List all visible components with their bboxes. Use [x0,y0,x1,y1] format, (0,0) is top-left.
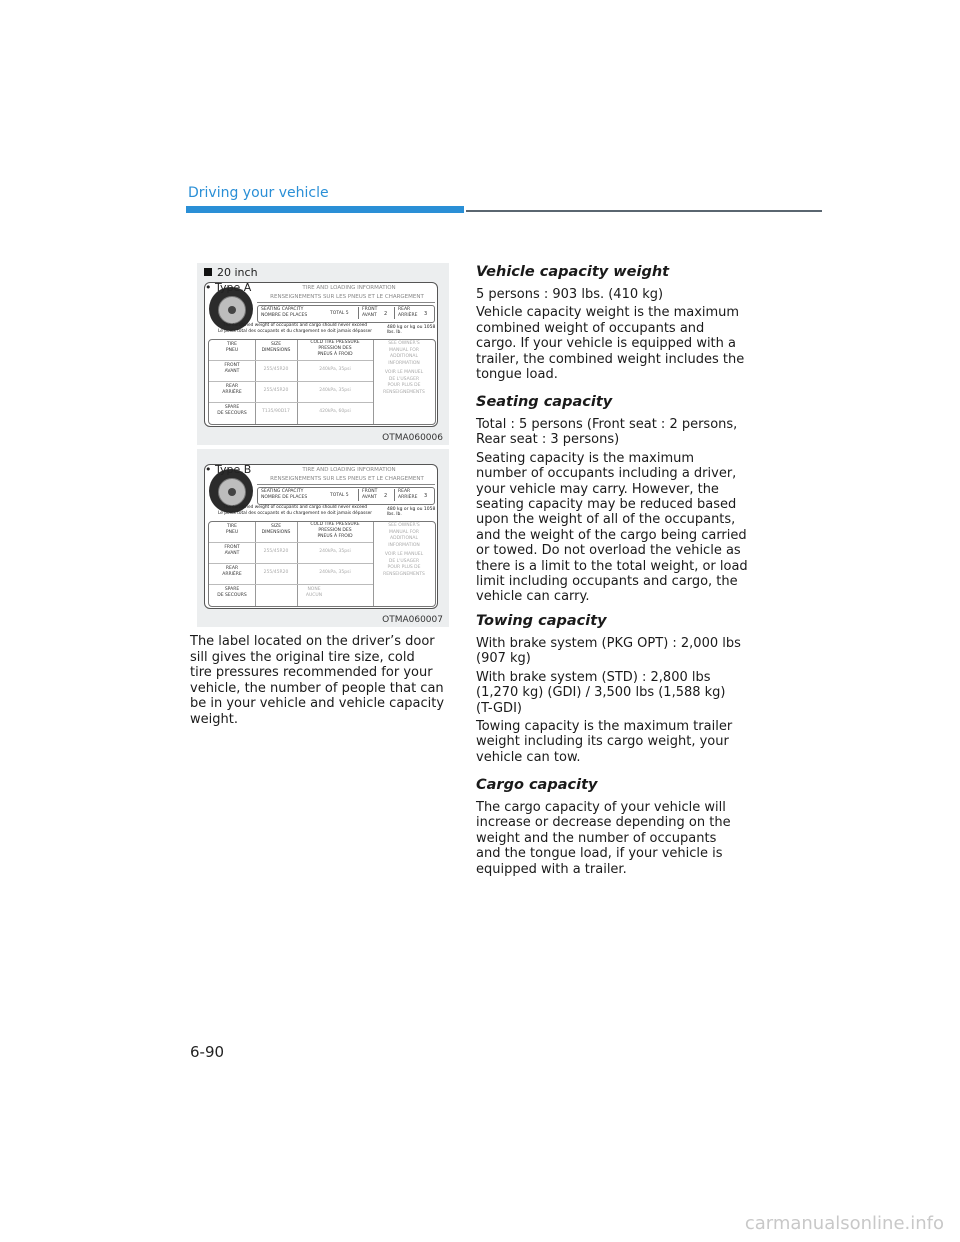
front-seats-label [358,489,377,501]
front-fr: AVANT [362,495,377,500]
tire-position [209,545,255,557]
tire-position-en: SPARE [224,405,240,410]
seating-capacity-box [257,487,435,505]
manual-note-line: MANUAL FOR [389,529,419,535]
tire-position-fr: ARRIÈRE [222,572,242,577]
seating-capacity-fr: NOMBRE DE PLACES [261,313,308,318]
manual-note-line: DE L'USAGER [388,558,420,564]
tire-loading-label [204,464,438,609]
towing-capacity-text: Towing capacity is the maximum trailer [476,719,733,734]
cargo-capacity-heading: Cargo capacity [476,777,598,793]
seating-capacity-box [257,305,435,323]
rear-seats-label [394,307,417,319]
combined-fr: Le poids total des occupants et du chargement ne doit jamais dépasser [217,329,373,334]
seating-capacity-value: Total : 5 persons (Front seat : 2 persons, [476,417,738,432]
vehicle-capacity-text: tongue load. [476,367,558,382]
seating-capacity-fr: NOMBRE DE PLACES [261,495,308,500]
header-bar-accent [186,206,464,213]
tire-pressure: 240kPa, 35psi [319,388,351,393]
towing-capacity-text: vehicle can tow. [476,749,581,765]
combined-weight-note [207,505,383,517]
col-cold-pressure [297,340,373,358]
col-size [255,342,297,354]
label-title-fr: RENSEIGNEMENTS SUR LES PNEUS ET LE CHARGEMENT [270,294,424,300]
tire-position-fr: DE SECOURS [217,411,247,416]
combined-weight-note [207,323,383,335]
seating-capacity-text: your vehicle may carry. However, the [476,481,719,497]
size-fr: DIMENSIONS [261,530,291,535]
manual-note-line: INFORMATION [388,360,420,366]
manual-note-line: POUR PLUS DE [387,383,421,388]
col-tire [209,342,255,354]
hub-icon [228,306,236,314]
type-a-label: • Type.A [205,281,252,294]
tire-pressure: 240kPa, 35psi [319,367,351,372]
tire-loading-label [204,282,438,427]
col-size [255,524,297,536]
rim-icon [218,296,246,324]
type-b-label: • Type.B [205,463,252,476]
combined-fr: Le poids total des occupants et du chargement ne doit jamais dépasser [217,511,373,516]
seating-capacity-en: SEATING CAPACITY [261,489,304,494]
figure-type-b [197,449,449,627]
seating-capacity-text: number of occupants including a driver, [476,466,737,482]
tire-pressure: 240kPa, 35psi [319,570,351,575]
tire-position [209,384,255,396]
rear-seats-label [394,489,417,501]
manual-note-line: RENSEIGNEMENTS [383,389,425,395]
manual-note-line: SEE OWNER'S [388,341,420,346]
manual-note-line: RENSEIGNEMENTS [383,571,425,577]
vehicle-capacity-text: Vehicle capacity weight is the maximum [476,305,740,321]
manual-note-line: ADDITIONAL [390,354,418,359]
size-en: SIZE [270,524,282,529]
no-spare [255,587,373,599]
size-en: SIZE [270,342,282,347]
hub-icon [228,488,236,496]
manual-note-line: POUR PLUS DE [387,565,421,570]
tire-en: TIRE [226,524,238,529]
seating-capacity-en: SEATING CAPACITY [261,307,304,312]
tire-position [209,587,255,599]
towing-capacity-value: With brake system (STD) : 2,800 lbs [476,669,711,685]
label-title: TIRE AND LOADING INFORMATION [302,467,396,473]
label-divider [257,484,435,485]
seating-capacity-label [261,489,307,501]
tire-fr: PNEU [225,348,239,353]
towing-capacity-value: With brake system (PKG OPT) : 2,000 lbs [476,636,741,651]
tire-size: 255/45R20 [263,549,289,554]
description-line: be in your vehicle and vehicle capacity [190,696,445,712]
manual-note-line: ADDITIONAL [390,536,418,541]
front-en: FRONT [362,307,378,312]
manual-note-line: DE L'USAGER [388,376,420,382]
seating-capacity-text: and the weight of the cargo being carried [476,527,747,543]
spare-aucun: AUCUN [305,593,323,598]
seating-capacity-text: there is a limit to the total weight, or load [476,558,748,574]
label-title-fr: RENSEIGNEMENTS SUR LES PNEUS ET LE CHARGEMENT [270,476,424,482]
rear-seat-count: 3 [424,493,428,499]
rear-fr: ARRIÈRE [398,495,418,500]
seating-total: TOTAL 5 [330,311,349,316]
description-line: sill gives the original tire size, cold [190,649,415,665]
seating-total: TOTAL 5 [330,493,349,498]
grid-line [373,522,374,606]
vehicle-capacity-heading: Vehicle capacity weight [476,264,670,280]
tire-size: T135/90D17 [262,409,290,414]
seating-capacity-text: upon the weight of all of the occupants, [476,512,736,528]
tire-size: 255/45R20 [263,367,289,372]
tire-position [209,405,255,417]
front-seat-count: 2 [384,493,388,499]
figure-code: OTMA060007 [382,615,443,625]
front-fr: AVANT [362,313,377,318]
vehicle-capacity-text: cargo. If your vehicle is equipped with a [476,336,736,352]
grid-line [209,381,373,382]
tire-position-fr: DE SECOURS [217,593,247,598]
tire-en: TIRE [226,342,238,347]
grid-line [209,402,373,403]
cargo-capacity-text: equipped with a trailer. [476,861,627,877]
grid-line [209,542,373,543]
label-title: TIRE AND LOADING INFORMATION [302,285,396,291]
seating-capacity-heading: Seating capacity [476,394,613,410]
cargo-capacity-text: The cargo capacity of your vehicle will [476,800,726,815]
seating-capacity-text: Seating capacity is the maximum [476,450,695,466]
cold-fr2: PNEUS À FROID [317,534,353,539]
size-fr: DIMENSIONS [261,348,291,353]
towing-capacity-text: weight including its cargo weight, your [476,734,729,750]
description-line: The label located on the driver’s door [190,634,435,649]
cargo-capacity-text: weight and the number of occupants [476,830,717,846]
tire-position [209,566,255,578]
figure-type-a [197,263,449,445]
grid-line [209,360,373,361]
cold-en: COLD TIRE PRESSURE [310,340,360,345]
manual-note-line: SEE OWNER'S [388,523,420,528]
figure-heading: 20 inch [204,266,258,279]
col-cold-pressure [297,522,373,540]
front-en: FRONT [362,489,378,494]
seating-capacity-value: Rear seat : 3 persons) [476,432,620,448]
manual-note-line: INFORMATION [388,542,420,548]
towing-capacity-value: (907 kg) [476,651,531,667]
towing-capacity-value: (1,270 kg) (GDI) / 3,500 lbs (1,588 kg) [476,685,726,701]
tire-position-fr: AVANT [224,369,240,374]
manual-note-line: VOIR LE MANUEL [384,370,424,375]
towing-capacity-value: (T-GDI) [476,700,522,716]
seating-capacity-label [261,307,307,319]
combined-en: The combined weight of occupants and cargo should never exceed [222,323,368,328]
grid-line [209,584,373,585]
tire-position-en: SPARE [224,587,240,592]
watermark: carmanualsonline.info [744,1213,944,1234]
header-rule [466,210,822,212]
rear-en: REAR [398,489,411,494]
cold-fr1: PRESSION DES [318,346,352,351]
see-owners-manual [373,341,435,396]
towing-capacity-heading: Towing capacity [476,613,607,629]
combined-en: The combined weight of occupants and cargo should never exceed [222,505,368,510]
page-number: 6-90 [190,1043,225,1061]
tire-position [209,363,255,375]
max-weight: 480 kg or kg ou 1058 lbs. lb. [387,325,436,335]
tire-size: 255/45R20 [263,570,289,575]
figure-code: OTMA060006 [382,433,443,443]
spare-none: NONE [307,587,321,592]
vehicle-capacity-text: combined weight of occupants and [476,320,705,336]
chapter-title: Driving your vehicle [188,185,329,201]
tire-position-fr: ARRIÈRE [222,390,242,395]
grid-line [373,340,374,424]
seating-capacity-text: or towed. Do not overload the vehicle as [476,543,741,559]
description-line: weight. [190,712,238,727]
description-line: tire pressures recommended for your [190,665,433,681]
front-seats-label [358,307,377,319]
bullet-square-icon [204,268,212,276]
cold-fr2: PNEUS À FROID [317,352,353,357]
seating-capacity-text: seating capacity may be reduced based [476,497,737,512]
tire-position-en: REAR [225,566,239,571]
seating-capacity-text: vehicle can carry. [476,589,590,605]
manual-note-line: MANUAL FOR [389,347,419,353]
front-seat-count: 2 [384,311,388,317]
cold-en: COLD TIRE PRESSURE [310,522,360,527]
tire-position-en: FRONT [224,545,240,550]
grid-line [209,563,373,564]
rim-icon [218,478,246,506]
tire-position-en: FRONT [224,363,240,368]
cargo-capacity-text: increase or decrease depending on the [476,815,731,831]
vehicle-capacity-text: trailer, the combined weight includes the [476,351,745,367]
rear-en: REAR [398,307,411,312]
see-owners-manual [373,523,435,578]
rear-seat-count: 3 [424,311,428,317]
description-line: vehicle, the number of people that can [190,680,444,696]
tire-pressure-table [208,521,436,607]
col-tire [209,524,255,536]
rear-fr: ARRIÈRE [398,313,418,318]
cargo-capacity-text: and the tongue load, if your vehicle is [476,846,723,862]
tire-pressure: 240kPa, 35psi [319,549,351,554]
label-divider [257,302,435,303]
max-weight: 480 kg or kg ou 1058 lbs. lb. [387,507,436,517]
seating-capacity-text: limit including occupants and cargo, the [476,574,738,589]
cold-fr1: PRESSION DES [318,528,352,533]
tire-fr: PNEU [225,530,239,535]
tire-pressure-table [208,339,436,425]
tire-position-fr: AVANT [224,551,240,556]
tire-size: 255/45R20 [263,388,289,393]
tire-pressure: 420kPa, 60psi [319,409,351,414]
tire-position-en: REAR [225,384,239,389]
vehicle-capacity-value: 5 persons : 903 lbs. (410 kg) [476,287,664,302]
manual-note-line: VOIR LE MANUEL [384,552,424,557]
